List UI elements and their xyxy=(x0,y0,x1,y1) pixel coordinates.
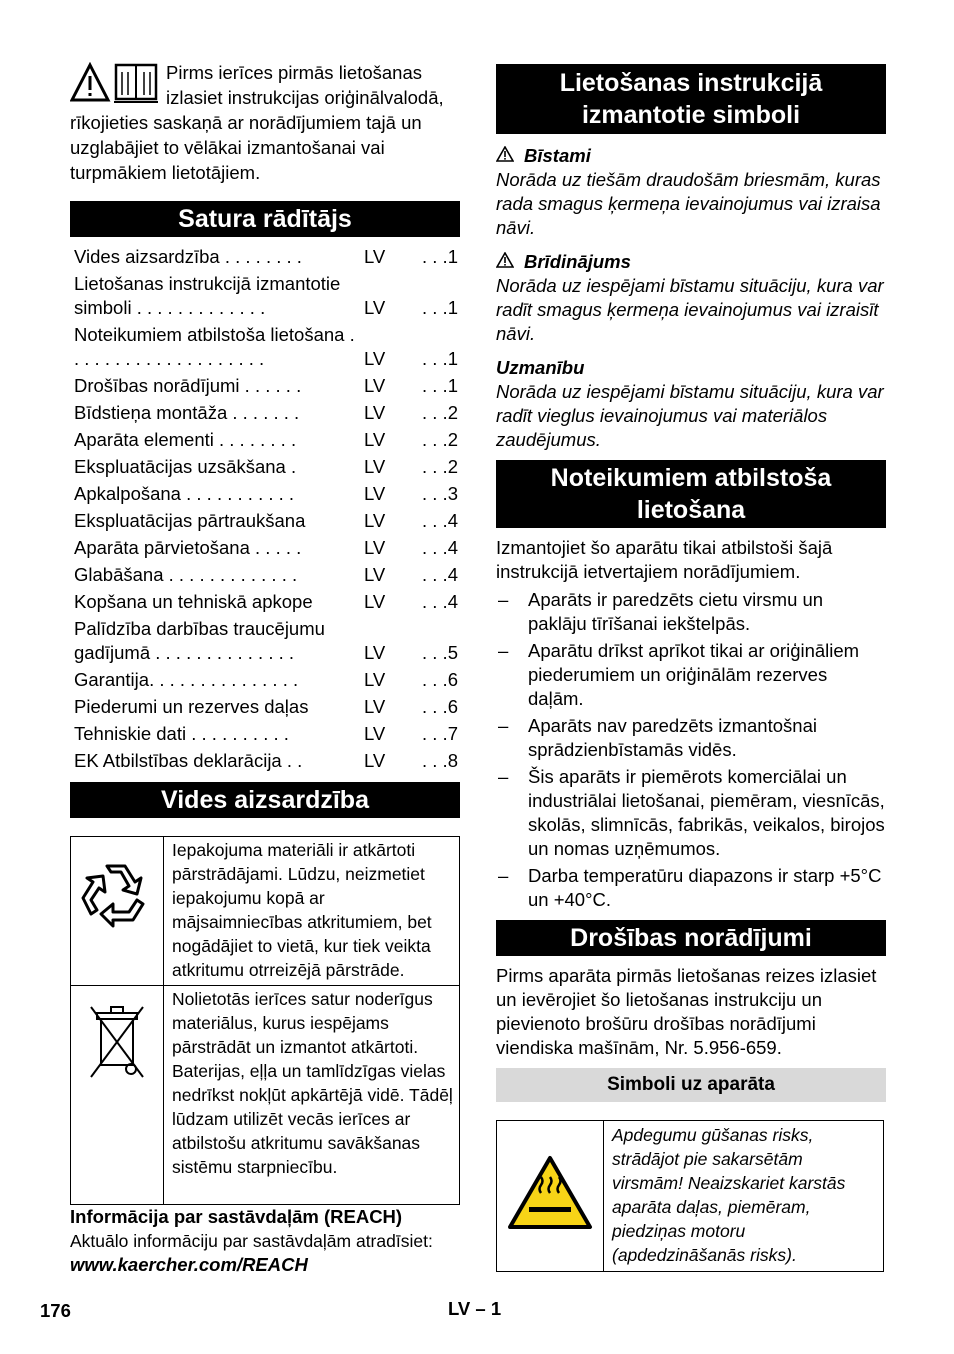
toc-entry-title: Bīdstieņa montāža . . . . . . . xyxy=(74,402,300,423)
toc-row[interactable] xyxy=(74,455,458,482)
toc-entry-page: . . .4 xyxy=(422,564,458,585)
toc-entry-title: Apkalpošana . . . . . . . . . . . xyxy=(74,483,295,504)
toc-row[interactable] xyxy=(74,272,458,323)
toc-row[interactable] xyxy=(74,722,458,749)
toc-table xyxy=(74,245,458,776)
reach-text: Aktuālo informāciju par sastāvdaļām atradīsiet: xyxy=(70,1231,433,1251)
toc-row[interactable] xyxy=(74,749,458,776)
symbols-on-device-heading: Simboli uz aparāta xyxy=(496,1068,886,1102)
warning-triangle-icon xyxy=(496,144,524,168)
caution-text: Norāda uz iespējami bīstamu situāciju, kura var radīt vieglus ievainojumus vai materiālos zaudējumus. xyxy=(496,381,884,450)
intro-block xyxy=(70,60,460,185)
list-item: – Aparāts nav paredzēts izmantošnai sprādzienbīstamās vidēs. xyxy=(496,714,886,762)
toc-entry-page: . . .7 xyxy=(422,723,458,744)
env-table xyxy=(70,836,460,1205)
list-item: – Aparāts ir paredzēts cietu virsmu un paklāju tīrīšanai iekštelpās. xyxy=(496,588,886,636)
toc-entry-title: Aparāta pārvietošana . . . . . xyxy=(74,537,302,558)
use-heading: Noteikumiem atbilstoša lietošana xyxy=(496,460,886,528)
language-page-label: LV – 1 xyxy=(448,1298,502,1319)
warning-text: Norāda uz iespējami bīstamu situāciju, kura var radīt smagus ķermeņa ievainojumus vai izraisīt nāvi. xyxy=(496,275,884,344)
weee-text: Nolietotās ierīces satur noderīgus materiālus, kurus iespējams pārstrādāt un izmantot atkārtoti. Baterijas, eļļa un tamlīdzīgas vielas nedrīkst nokļūt apkārtējā vidē. Tādēļ lūdzam utilizēt vecās ierīces ar atbilstošu atkritumu savākšanas sistēmu starpniecību. xyxy=(164,986,460,1205)
toc-entry-title: Noteikumiem atbilstoša lietošana . . . . . . . . . . . . . . . . . . . . xyxy=(74,324,355,369)
toc-row[interactable] xyxy=(74,695,458,722)
toc-row[interactable] xyxy=(74,509,458,536)
toc-entry-page: . . .4 xyxy=(422,591,458,612)
list-item: – Šis aparāts ir piemērots komerciālai un industriālai lietošanai, piemēram, viesnīcās, skolās, slimnīcās, fabrikās, veikalos, birojos un nomas uzņēmumos. xyxy=(496,765,886,861)
toc-entry-lang: LV xyxy=(364,642,386,663)
toc-entry-lang: LV xyxy=(364,483,386,504)
intro-text: Pirms ierīces pirmās lietošanas izlasiet instrukcijas oriģinālvalodā, rīkojieties saskaņā ar norādījumiem tajā un uzglabājiet to vēlākai izmantošanai vai turpmākiem lietotājiem. xyxy=(70,62,444,183)
toc-entry-lang: LV xyxy=(364,246,386,267)
toc-entry-title: Glabāšana . . . . . . . . . . . . . xyxy=(74,564,298,585)
toc-entry-page: . . .2 xyxy=(422,429,458,450)
env-heading: Vides aizsardzība xyxy=(70,782,460,818)
toc-entry-lang: LV xyxy=(364,297,386,318)
toc-row[interactable] xyxy=(74,668,458,695)
left-column xyxy=(70,60,460,1277)
toc-entry-title: Ekspluatācijas uzsākšana . xyxy=(74,456,297,477)
use-intro: Izmantojiet šo aparātu tikai atbilstoši šajā instrukcijā ietvertajiem norādījumiem. xyxy=(496,537,833,582)
toc-entry-lang: LV xyxy=(364,510,386,531)
toc-row[interactable] xyxy=(74,590,458,617)
toc-entry-title: Piederumi un rezerves daļas xyxy=(74,696,309,717)
toc-entry-page: . . .4 xyxy=(422,510,458,531)
toc-entry-lang: LV xyxy=(364,375,386,396)
hot-surface-text: Apdegumu gūšanas risks, strādājot pie sakarsētām virsmām! Neaizskariet karstās aparāta daļas, piemēram, piedziņas motoru (apdedzināšanās risks). xyxy=(604,1121,884,1272)
toc-entry-lang: LV xyxy=(364,348,386,369)
toc-entry-title: Ekspluatācijas pārtraukšana xyxy=(74,510,306,531)
toc-entry-title: Vides aizsardzība . . . . . . . . xyxy=(74,246,302,267)
toc-entry-page: . . .6 xyxy=(422,696,458,717)
toc-entry-title: Tehniskie dati . . . . . . . . . . xyxy=(74,723,289,744)
recycle-icon xyxy=(77,918,157,938)
caution-label: Uzmanību xyxy=(496,357,585,378)
toc-entry-lang: LV xyxy=(364,456,386,477)
crossed-bin-icon xyxy=(87,1067,147,1087)
page-number: 176 xyxy=(40,1300,71,1321)
use-list xyxy=(496,588,886,912)
toc-entry-page: . . .1 xyxy=(422,297,458,318)
toc-entry-page: . . .5 xyxy=(422,642,458,663)
toc-row[interactable] xyxy=(74,563,458,590)
toc-entry-title: Kopšana un tehniskā apkope xyxy=(74,591,313,612)
toc-entry-page: . . .2 xyxy=(422,456,458,477)
warning-heading xyxy=(496,250,886,274)
toc-entry-page: . . .6 xyxy=(422,669,458,690)
toc-row[interactable] xyxy=(74,323,458,374)
toc-entry-lang: LV xyxy=(364,429,386,450)
safety-heading: Drošības norādījumi xyxy=(496,920,886,956)
toc-entry-title: Aparāta elementi . . . . . . . . xyxy=(74,429,297,450)
toc-entry-lang: LV xyxy=(364,696,386,717)
toc-entry-lang: LV xyxy=(364,669,386,690)
warning-triangle-icon xyxy=(496,250,524,274)
toc-entry-title: EK Atbilstības deklarācija . . xyxy=(74,750,303,771)
danger-text: Norāda uz tiešām draudošām briesmām, kuras rada smagus ķermeņa ievainojumus vai izraisa nāvi. xyxy=(496,169,881,238)
toc-row[interactable] xyxy=(74,428,458,455)
toc-entry-lang: LV xyxy=(364,750,386,771)
toc-row[interactable] xyxy=(74,617,458,668)
toc-entry-page: . . .1 xyxy=(422,375,458,396)
toc-entry-title: Garantija. . . . . . . . . . . . . . . xyxy=(74,669,299,690)
toc-heading: Satura rādītājs xyxy=(70,201,460,237)
toc-entry-lang: LV xyxy=(364,564,386,585)
toc-row[interactable] xyxy=(74,374,458,401)
list-item: – Aparātu drīkst aprīkot tikai ar oriģināliem piederumiem un oriģinālām rezerves daļām. xyxy=(496,639,886,711)
recycle-text: Iepakojuma materiāli ir atkārtoti pārstrādājami. Lūdzu, neizmetiet iepakojumu kopā ar mājsaimniecības atkritumiem, bet nogādājiet to vietā, kur tiek veikta atkritumu otrreizējā pārstrāde. xyxy=(164,837,460,986)
toc-entry-page: . . .1 xyxy=(422,246,458,267)
right-column xyxy=(496,64,886,1272)
danger-label: Bīstami xyxy=(524,145,591,166)
danger-heading xyxy=(496,144,886,168)
list-item: – Darba temperatūru diapazons ir starp +5°C un +40°C. xyxy=(496,864,886,912)
toc-entry-title: Drošības norādījumi . . . . . . xyxy=(74,375,302,396)
toc-row[interactable] xyxy=(74,482,458,509)
toc-entry-lang: LV xyxy=(364,537,386,558)
toc-row[interactable] xyxy=(74,401,458,428)
reach-title: Informācija par sastāvdaļām (REACH) xyxy=(70,1206,403,1227)
toc-entry-title: Lietošanas instrukcijā izmantotie simboli . . . . . . . . . . . . . xyxy=(74,273,341,318)
hot-surface-table xyxy=(496,1120,884,1272)
toc-entry-lang: LV xyxy=(364,723,386,744)
toc-row[interactable] xyxy=(74,245,458,272)
toc-row[interactable] xyxy=(74,536,458,563)
toc-entry-lang: LV xyxy=(364,591,386,612)
toc-entry-page: . . .1 xyxy=(422,348,458,369)
toc-entry-lang: LV xyxy=(364,402,386,423)
hot-surface-icon xyxy=(507,1215,593,1235)
toc-entry-page: . . .4 xyxy=(422,537,458,558)
toc-entry-title: Palīdzība darbības traucējumu gadījumā . . . . . . . . . . . . . . xyxy=(74,618,325,663)
warning-label: Brīdinājums xyxy=(524,251,631,272)
toc-entry-page: . . .8 xyxy=(422,750,458,771)
reach-link[interactable]: www.kaercher.com/REACH xyxy=(70,1254,308,1275)
toc-entry-page: . . .2 xyxy=(422,402,458,423)
symbols-heading: Lietošanas instrukcijā izmantotie simboli xyxy=(496,64,886,134)
warning-manual-icon xyxy=(70,62,160,106)
toc-entry-page: . . .3 xyxy=(422,483,458,504)
safety-text: Pirms aparāta pirmās lietošanas reizes izlasiet un ievērojiet šo lietošanas instrukciju un pievienoto brošūru drošības norādījumi viendiska mašīnām, Nr. 5.956-659. xyxy=(496,965,877,1058)
